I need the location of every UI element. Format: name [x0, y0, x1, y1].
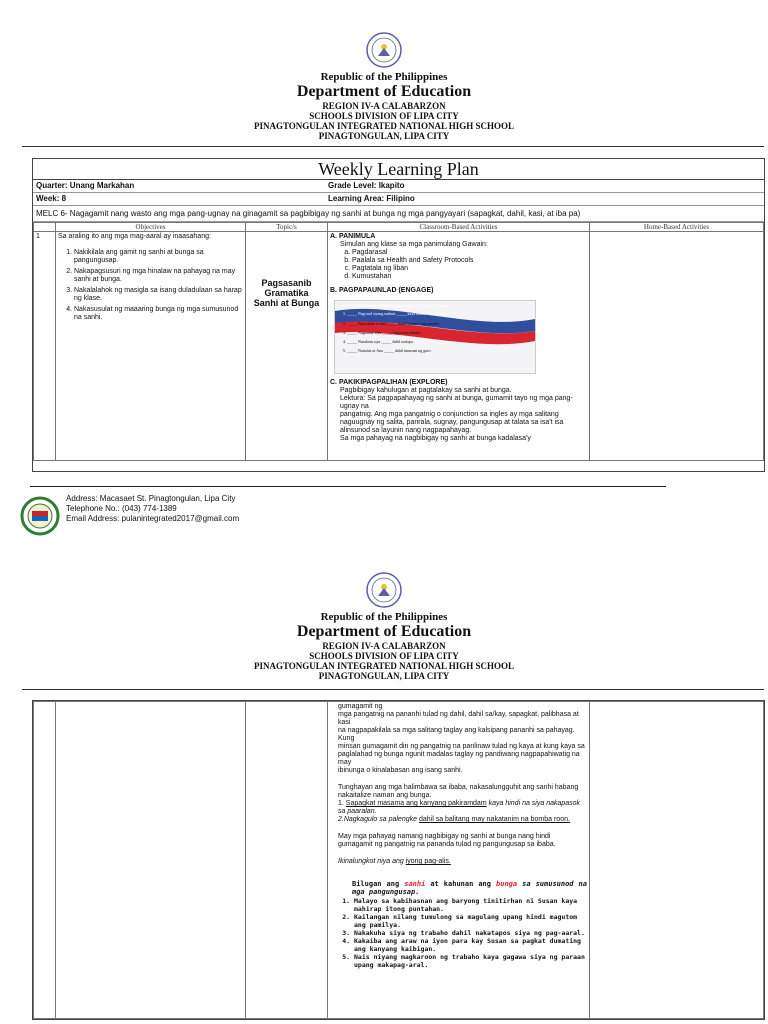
banner-line: 1. _____ Nag-aral siyang mabuti _____ kaya naman siya pumasa.	[343, 311, 449, 316]
example-2	[338, 816, 587, 824]
explore-line: alinsunod sa layunin nang nagpapahayag.	[340, 427, 472, 434]
footer-telephone: Telephone No.: (043) 774-1389	[66, 504, 177, 513]
banner-line: 4. _____ Nasaktan siya _____ dahil nadapa.	[343, 339, 414, 344]
topic-text	[248, 233, 325, 308]
explore-line: Lektura: Sa pagpapahayag ng sanhi at bunga, gumamit tayo ng mga pang-ugnay na	[340, 395, 573, 410]
list-item: c. Pagtatala ng liban	[352, 265, 587, 273]
melc-statement: MELC 6- Nagagamit nang wasto ang mga pang-ugnay na ginagamit sa pagbibigay ng sanhi at bunga ng mga pangyayari (sapagkat, dahil, kasi, at iba pa)	[33, 206, 764, 222]
tunghayan-text: Tunghayan ang mga halimbawa sa ibaba, nakasalungguhit ang sanhi habang nakaitalize naman ang bunga.	[338, 784, 579, 799]
day-number: 1	[36, 233, 40, 240]
quarter: Quarter: Unang Markahan	[36, 181, 135, 190]
banner-line: 3. _____ Nagsanay siya _____ kaya siya nanalo.	[343, 330, 421, 335]
lektura-line: paglalahad ng bunga ngunit madalas taglay ng pandiwang nagpapahiwatig na may	[338, 751, 580, 766]
exercise-item: 4. Kakaiba ang araw na iyon para kay Susan sa pagkat dumating ang kanyang kaibigan.	[354, 937, 587, 953]
table-header-row	[34, 223, 764, 232]
explore-text	[330, 387, 587, 443]
explore-heading: C. PAKIKIPAGPALIHAN (EXPLORE)	[330, 379, 448, 386]
division-line: SCHOOLS DIVISION OF LIPA CITY	[309, 651, 459, 661]
lektura-continued	[330, 703, 587, 866]
objective-item: 2. Nakapagsusuri ng mga hinalaw na pahayag na may sanhi at bunga.	[74, 268, 243, 284]
banner-line: 5. _____ Naisulat ni Ana _____ dahil tinuruan ng guro.	[343, 348, 432, 353]
list-item: b. Paalala sa Health and Safety Protocols	[352, 257, 587, 265]
exercise-list	[342, 897, 587, 969]
home-cell	[590, 702, 764, 1019]
instruction-text: sa sumusunod na mga pangungusap.	[352, 880, 587, 896]
exercise-instruction	[332, 880, 587, 896]
panimula-list	[330, 249, 587, 281]
example-bunga: 2.Nagkagulo sa palengke	[338, 816, 419, 823]
page-2	[0, 572, 768, 1024]
topic-line: Pagsasanib	[261, 278, 312, 288]
banner-text	[335, 303, 448, 354]
classroom-cell	[328, 232, 590, 461]
list-item: a. Pagdarasal	[352, 249, 587, 257]
exercise-item: 5. Nais niyang magkaroon ng trabaho kaya gagawa siya ng paraan upang makapag-aral.	[354, 953, 587, 969]
topic-line: Gramatika	[264, 288, 309, 298]
division-line: SCHOOLS DIVISION OF LIPA CITY	[309, 111, 459, 121]
objective-item: 1. Nakikilala ang gamit ng sanhi at bunga sa pangungusap.	[74, 249, 243, 265]
learning-area: Learning Area: Filipino	[328, 194, 415, 203]
footer	[0, 486, 768, 536]
panimula-intro: Simulan ang klase sa mga panimulang Gawain:	[340, 241, 488, 248]
info-row-1	[33, 180, 764, 193]
example-bunga: kaya hindi na siya nakapasok sa paaralan.	[338, 800, 581, 815]
objective-item: 4. Nakasusulat ng maaaring bunga ng mga sumusunod na sanhi.	[74, 306, 243, 322]
lektura-line: mga pangatnig na pananhi tulad ng dahil, dahil sa/kay, sapagkat, palibhasa at kasi	[338, 711, 579, 726]
home-cell	[590, 232, 764, 461]
banner-line: 2. _____ Nasiyahan si Ana _____ dahil natapos ang gawain.	[343, 321, 440, 326]
weekly-learning-plan	[32, 158, 765, 472]
location-line: PINAGTONGULAN, LIPA CITY	[318, 131, 450, 141]
explore-line: Sa mga pahayag na nagbibigay ng sanhi at bunga kadalasa'y	[340, 435, 531, 442]
example-sanhi: iyong pag-alis.	[405, 858, 451, 865]
region-line: REGION IV-A CALABARZON	[322, 641, 446, 651]
plan-table	[33, 222, 764, 461]
col-home: Home-Based Activities	[590, 223, 764, 232]
example-1	[338, 800, 587, 816]
panimula-heading: A. PANIMULA	[330, 233, 376, 240]
day-cell	[34, 702, 56, 1019]
footer-email: Email Address: pulanintegrated2017@gmail.com	[66, 514, 240, 523]
list-item: d. Kumustahan	[352, 273, 587, 281]
topics-cell	[246, 702, 328, 1019]
objectives-intro: Sa araling ito ang mga mag-aaral ay inaasahang:	[58, 233, 211, 240]
plan-title: Weekly Learning Plan	[33, 159, 764, 180]
engage-activity-image	[334, 300, 536, 374]
school-seal-icon	[20, 496, 60, 536]
header-rule	[22, 146, 764, 147]
explore-line: Pagbibigay kahulugan at pagtalakay sa sanhi at bunga.	[340, 387, 512, 394]
department-line: Department of Education	[296, 623, 472, 640]
location-line: PINAGTONGULAN, LIPA CITY	[318, 671, 450, 681]
lektura-line: minsan gumagamit din ng pangatnig na panlinaw tulad ng kaya at kung kaya sa	[338, 743, 585, 750]
classroom-cell	[328, 702, 590, 1019]
lektura-line: na nagpapakilala sa mga salitang taglay ang kalsipang pananhi sa pahayag. Kung	[338, 727, 575, 742]
col-day	[34, 223, 56, 232]
day-cell	[34, 232, 56, 461]
explore-line: pangatnig. Ang mga pangatnig o conjunction sa ingles ay mga salitang naguugnay ng salita, parirala, sugnay, pangungusap at talata sa isa't isa	[340, 411, 564, 426]
lektura-line: gumagamit ng	[338, 703, 383, 710]
instruction-text: Bilugan ang	[352, 880, 405, 888]
school-line: PINAGTONGULAN INTEGRATED NATIONAL HIGH SCHOOL	[253, 121, 515, 131]
department-line: Department of Education	[296, 83, 472, 100]
objective-item: 3. Nakalalahok ng masigla sa isang duladulaan sa harap ng klase.	[74, 287, 243, 303]
info-row-2	[33, 193, 764, 206]
plan-table-continued	[32, 700, 765, 1020]
grade-level: Grade Level: Ikapito	[328, 181, 405, 190]
table-row	[34, 702, 764, 1019]
objectives-cell	[56, 702, 246, 1019]
may-pahayag-text: May mga pahayag namang nagbibigay ng sanhi at bunga nang hindi gumagamit ng pangatnig na pananda tulad ng pangungusap sa ibaba.	[338, 833, 556, 848]
bunga-word: bunga	[496, 880, 518, 888]
letterhead	[0, 32, 768, 141]
exercise-item: 2. Kailangan nilang tumulong sa magulang upang hindi magutom ang pamilya.	[354, 913, 587, 929]
sanhi-word: sanhi	[404, 880, 426, 888]
republic-line: Republic of the Philippines	[320, 71, 448, 83]
deped-seal-icon	[366, 572, 402, 608]
objectives-list	[58, 249, 243, 322]
example-3	[338, 858, 587, 866]
school-line: PINAGTONGULAN INTEGRATED NATIONAL HIGH SCHOOL	[253, 661, 515, 671]
exercise-block	[330, 880, 587, 969]
example-sanhi: Sapagkat masama ang kanyang pakiramdam	[345, 800, 487, 807]
objectives-cell	[56, 232, 246, 461]
footer-address: Address: Macasaet St. Pinagtongulan, Lipa City	[66, 494, 236, 503]
topic-line: Sanhi at Bunga	[253, 298, 320, 308]
example-bunga: Ikinalungkot niya ang	[338, 858, 406, 865]
region-line: REGION IV-A CALABARZON	[322, 101, 446, 111]
letterhead	[0, 572, 768, 681]
exercise-item: 1. Malayo sa kabihasnan ang baryong tinitirhan ni Susan kaya mahirap itong puntahan.	[354, 897, 587, 913]
col-topics: Topic/s	[246, 223, 328, 232]
footer-rule	[30, 486, 666, 487]
col-classroom: Classroom-Based Activities	[328, 223, 590, 232]
republic-line: Republic of the Philippines	[320, 611, 448, 623]
week: Week: 8	[36, 194, 67, 203]
instruction-text: at kahunan ang	[425, 880, 497, 888]
example-number: 1.	[338, 800, 346, 807]
plan-table	[33, 701, 764, 1019]
exercise-item: 3. Nakakuha siya ng trabaho dahil nakatapos siya ng pag-aaral.	[354, 929, 587, 937]
table-row	[34, 232, 764, 461]
example-sanhi: dahil sa balitang may nakatanim na bomba roon.	[418, 816, 570, 823]
topics-cell	[246, 232, 328, 461]
header-rule	[22, 689, 764, 690]
deped-seal-icon	[366, 32, 402, 68]
footer-contact	[66, 494, 239, 524]
engage-heading: B. PAGPAPAUNLAD (ENGAGE)	[330, 287, 434, 294]
lektura-line: ibinunga o kinalabasan ang isang sanhi.	[338, 767, 463, 774]
banner-line: PANUTO: Punan ang Blanko ng pang-ugnay na Sanhi at Bunga	[343, 303, 446, 308]
col-objectives: Objectives	[56, 223, 246, 232]
